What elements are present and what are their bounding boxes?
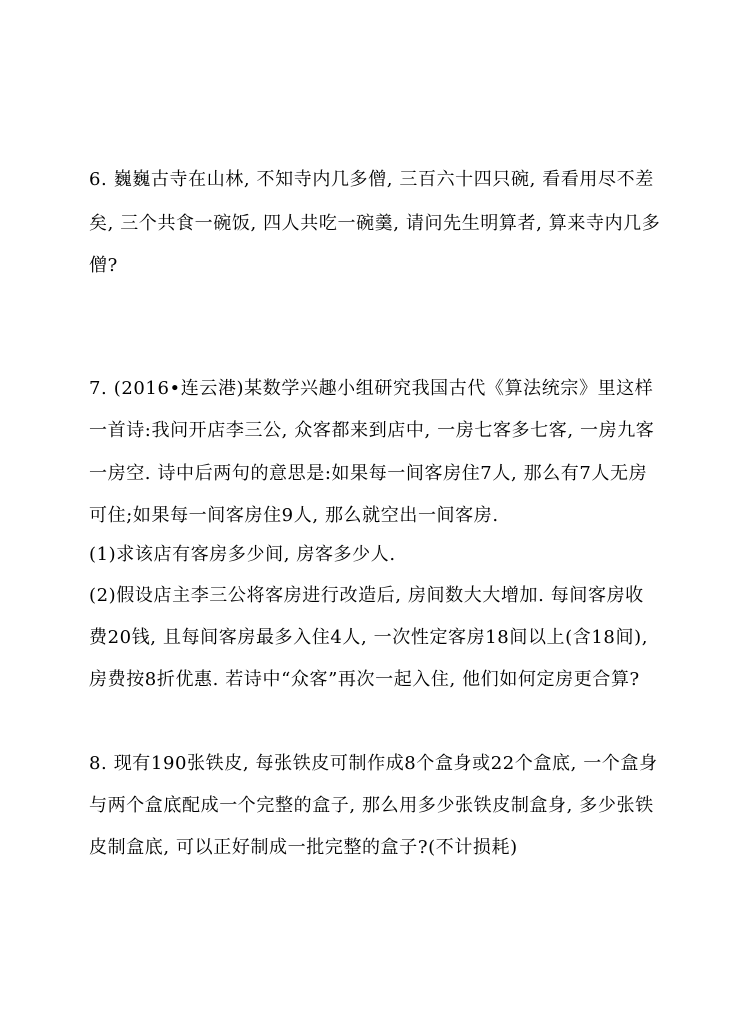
problem-8-line-3: 皮制盒底, 可以正好制成一批完整的盒子?(不计损耗) bbox=[89, 837, 518, 858]
problem-7-line-2: 一首诗:我问开店李三公, 众客都来到店中, 一房七客多七客, 一房九客 bbox=[89, 420, 655, 441]
problem-7-part-2-line-2: 费20钱, 且每间客房最多入住4人, 一次性定客房18间以上(含18间), bbox=[89, 627, 649, 648]
problem-7-part-1: (1)求该店有客房多少间, 房客多少人. bbox=[89, 544, 396, 565]
problem-8-line-1: 8. 现有190张铁皮, 每张铁皮可制作成8个盒身或22个盒底, 一个盒身 bbox=[89, 753, 658, 774]
problem-7-line-1: 7. (2016•连云港)某数学兴趣小组研究我国古代《算法统宗》里这样 bbox=[89, 378, 654, 399]
problem-8-line-2: 与两个盒底配成一个完整的盒子, 那么用多少张铁皮制盒身, 多少张铁 bbox=[89, 795, 654, 816]
problem-7-line-3: 一房空. 诗中后两句的意思是:如果每一间客房住7人, 那么有7人无房 bbox=[89, 463, 648, 484]
problem-7-line-4: 可住;如果每一间客房住9人, 那么就空出一间客房. bbox=[89, 505, 499, 526]
problem-7-part-2-line-1: (2)假设店主李三公将客房进行改造后, 房间数大大增加. 每间客房收 bbox=[89, 585, 644, 606]
problem-6-line-1: 6. 巍巍古寺在山林, 不知寺内几多僧, 三百六十四只碗, 看看用尽不差 bbox=[89, 169, 654, 190]
problem-6-line-2: 矣, 三个共食一碗饭, 四人共吃一碗羹, 请问先生明算者, 算来寺内几多 bbox=[89, 213, 661, 234]
problem-7-part-2-line-3: 房费按8折优惠. 若诗中“众客”再次一起入住, 他们如何定房更合算? bbox=[89, 669, 640, 690]
problem-6-line-3: 僧? bbox=[89, 255, 118, 276]
